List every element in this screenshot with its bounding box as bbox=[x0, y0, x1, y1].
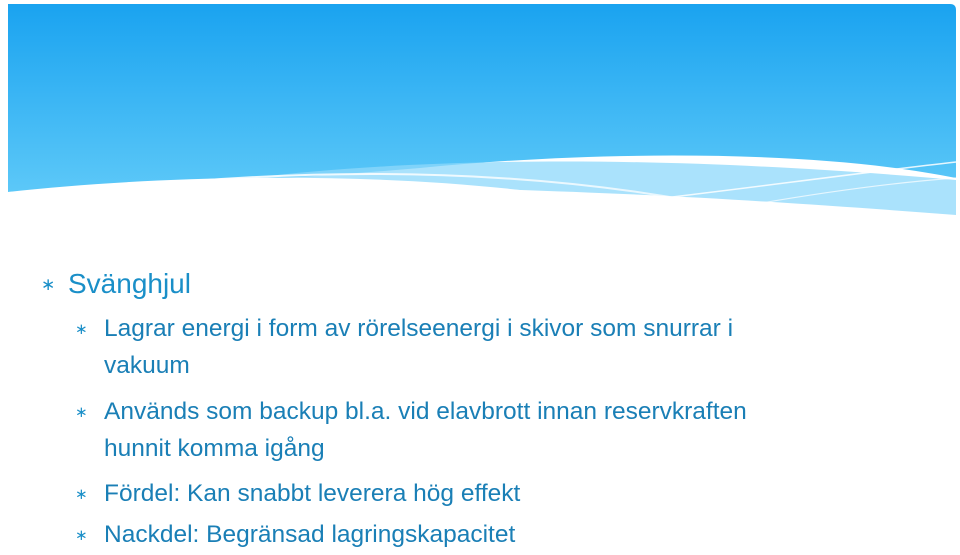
bullet-icon: ∗ bbox=[75, 321, 88, 338]
bullet-item bbox=[104, 516, 924, 553]
bullet-text-line: Fördel: Kan snabbt leverera hög effekt bbox=[104, 480, 521, 507]
bullet-item bbox=[104, 310, 924, 384]
bullet-icon: ∗ bbox=[75, 527, 88, 544]
bullet-item bbox=[104, 475, 924, 512]
bullet-icon: ∗ bbox=[75, 404, 88, 421]
bullet-text-line: Nackdel: Begränsad lagringskapacitet bbox=[104, 521, 516, 548]
bullet-text-line: Lagrar energi i form av rörelseenergi i skivor som snurrar i bbox=[104, 315, 734, 342]
bullet-text-line: vakuum bbox=[104, 352, 190, 379]
bullet-icon: ∗ bbox=[75, 486, 88, 503]
bullet-text-line: hunnit komma igång bbox=[104, 435, 325, 462]
bullet-item bbox=[104, 393, 924, 467]
bullet-text-line: Används som backup bl.a. vid elavbrott innan reservkraften bbox=[104, 398, 747, 425]
title-bullet-icon: ∗ bbox=[41, 275, 56, 294]
slide-title: Svänghjul bbox=[68, 268, 191, 299]
